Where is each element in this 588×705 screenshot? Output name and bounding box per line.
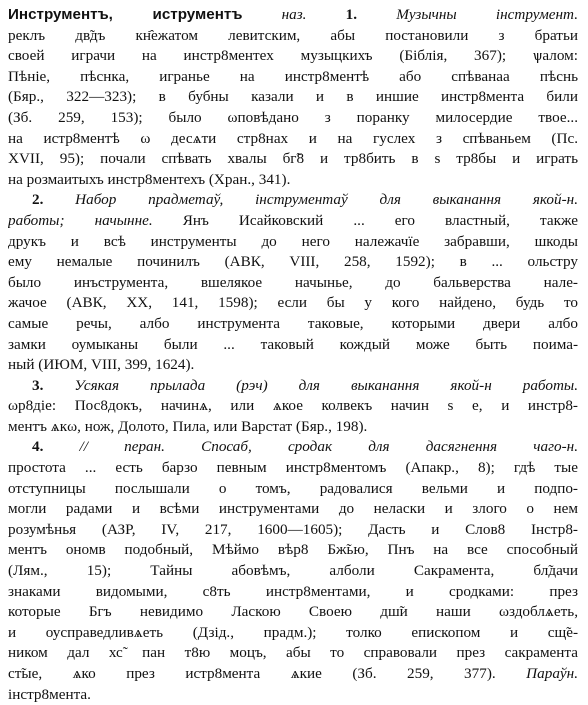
sense-2-quote-start: Янъ Исайковский ... его властный, также bbox=[182, 211, 578, 229]
sense-4-line: ником дал хс̃ пан т8ю моцъ, абы то справовали през сакрамента bbox=[8, 644, 578, 662]
sense-2-line: ему немалые починилъ (АВК, VIII, 258, 1592); в ... ольстру bbox=[8, 253, 578, 271]
sense-2-line: замки оумыканы были ... таковый кождый може быть поима- bbox=[8, 335, 578, 353]
sense-3-line: ментъ ѧкω, нож, Долото, Пила, или Варстат (Бяр., 198). bbox=[8, 417, 368, 435]
sense-3-number: 3. bbox=[32, 376, 44, 394]
sense-1-line: XVII, 95); почали спѣвать хвалы бг̃8 и тр8бить в ѕ тр8бы и играть bbox=[8, 150, 578, 168]
sense-4-line bbox=[8, 664, 578, 685]
sense-1-line: (Зб. 259, 153); было ωповѣдано з поранку милосердие твое... bbox=[8, 108, 578, 126]
sense-4-line: розумѣнья (АЗР, IV, 217, 1600—1605); Дасть и Слов8 Інстр8- bbox=[8, 520, 578, 538]
sense-1-line: на истр8ментѣ ω десѧти стр8нах и на гуслех з спѣваньем (Пс. bbox=[8, 129, 578, 147]
sense-2-number: 2. bbox=[32, 191, 44, 209]
sense-4-line: которые Бгъ невидимо Ласкою Своею дш̃и наши ωздоблѧеть, bbox=[8, 603, 578, 621]
sense-4-line: могли радами и всѣми инструментами до неласки и злого о нем bbox=[8, 500, 578, 518]
sense-4-definition: // перан. Спосаб, сродак для дасягнення чаго-н. bbox=[79, 438, 578, 456]
sense-4-line: и оусправедливѧеть (Дзід., прадм.); толко епископом и сщ̃е- bbox=[8, 623, 578, 641]
sense-1-line: Пѣніе, пѣснка, игранье на инстр8ментѣ або спѣванаа пѣснь bbox=[8, 67, 578, 85]
compare-tag: Параўн. bbox=[526, 665, 578, 682]
sense-4-number: 4. bbox=[32, 438, 44, 456]
sense-2-definition: Набор прадметаў, інструментаў для выканання якой-н. bbox=[75, 191, 578, 209]
sense-1-line: реклъ дв̃дъ кн҄ежатом левитским, абы постановили з братьи bbox=[8, 26, 578, 44]
sense-2-header bbox=[8, 190, 578, 211]
sense-4-line: знаками видомыми, с8ть инстр8ментами, и сродками: през bbox=[8, 582, 578, 600]
headword: Инструментъ, иструментъ bbox=[8, 6, 243, 23]
sense-3-header bbox=[8, 376, 578, 397]
sense-4-header bbox=[8, 437, 578, 458]
sense-4-quote-end: ст̃ые, ѧко през истр8мента ѧкие (Зб. 259, 377). bbox=[8, 665, 496, 682]
sense-2-line: было инъструмента, вшелякое начынье, до бальверства нале- bbox=[8, 273, 578, 291]
sense-2-line: жачое (АВК, XX, 141, 1598); если бы у кого найдено, будь то bbox=[8, 294, 578, 312]
sense-3-line: ωр8діе: Пос8докъ, начинѧ, или ѧкое колвекъ начин ѕ е, и инстр8- bbox=[8, 397, 578, 415]
part-of-speech: наз. bbox=[281, 6, 307, 23]
sense-2-definition-cont: работы; начынне. bbox=[8, 211, 153, 229]
sense-1-number: 1. bbox=[345, 6, 358, 23]
sense-2-line: друкъ и всѣ инструменты до него належачїе забравши, шкоды bbox=[8, 232, 578, 250]
sense-2-line: ный (ИЮМ, VIII, 399, 1624). bbox=[8, 356, 195, 374]
sense-1-line: на розмаитыхъ инстр8ментехъ (Хран., 341). bbox=[8, 170, 291, 188]
compare-word: інстр8мента. bbox=[8, 685, 91, 703]
sense-3-definition: Усякая прылада (рэч) для выканання якой-н работы. bbox=[74, 376, 578, 394]
entry-line-1 bbox=[8, 5, 578, 26]
sense-1-line: своей играчи на инстр8ментех музыцкихъ (Біблія, 367); ѱалом: bbox=[8, 47, 578, 65]
sense-1-definition: Музычны інструмент. bbox=[396, 6, 578, 23]
sense-2-line: самые речы, албо инструмента таковые, которыми двери албо bbox=[8, 314, 578, 332]
sense-4-line: ментъ ономв подобный, Мѣймо вѣр8 Бж̃ью, Пнъ на все способный bbox=[8, 541, 578, 559]
sense-1-line: (Бяр., 322—323); в бубны казали и в иншие инстр8мента били bbox=[8, 88, 578, 106]
sense-4-line: (Лям., 15); Тайны абовѣмъ, алболи Сакрамента, бл̃дачи bbox=[8, 562, 578, 580]
sense-4-line: отступницы послышали о томъ, радовалися вельми и подпо- bbox=[8, 479, 578, 497]
sense-2-line bbox=[8, 211, 578, 232]
sense-4-line: простота ... есть барзо певным инстр8ментомъ (Апакр., 8); гдѣ тые bbox=[8, 459, 578, 477]
